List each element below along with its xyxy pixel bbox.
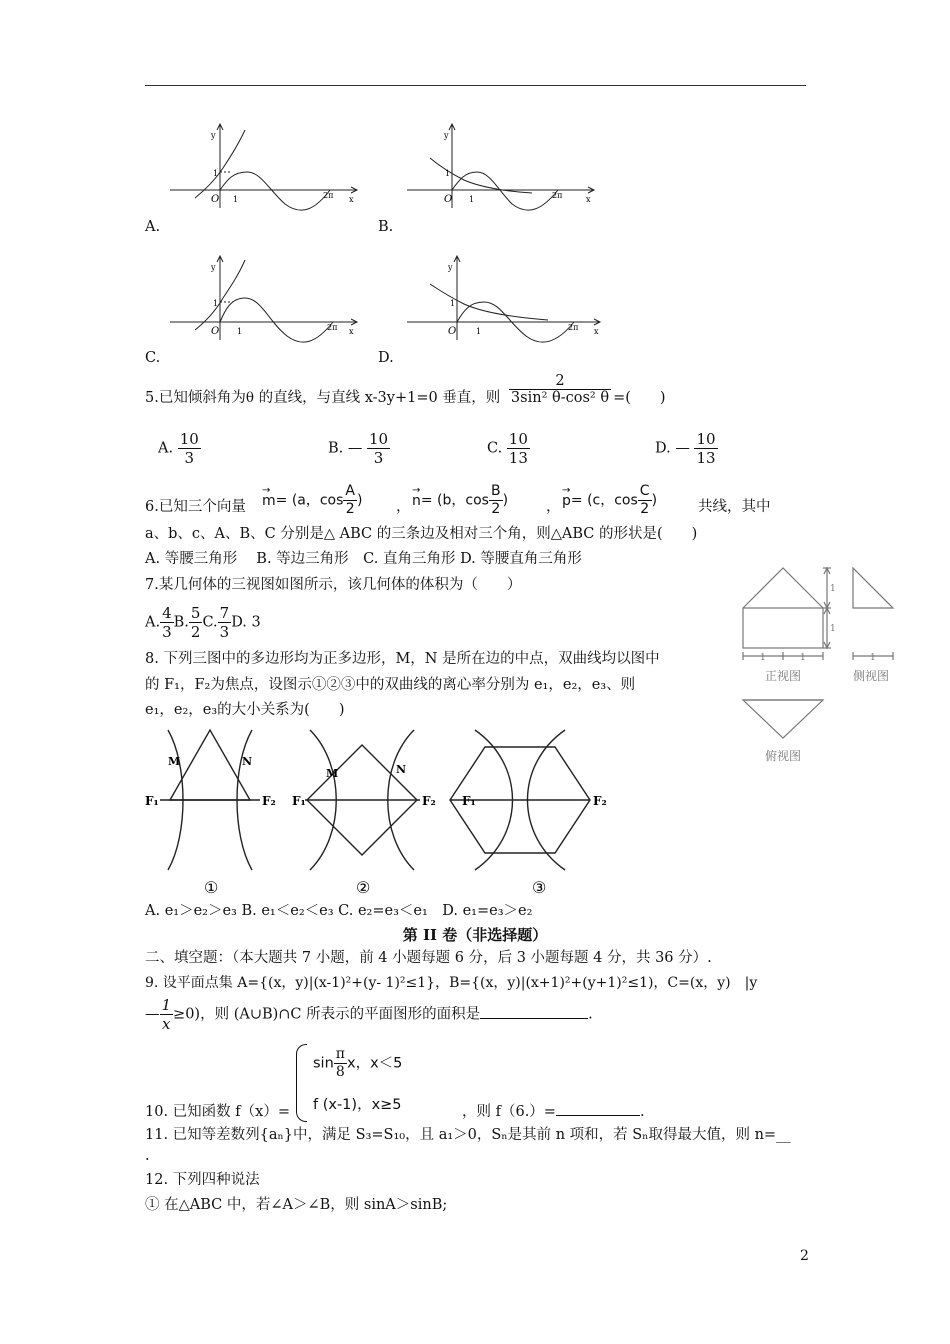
q6-tail: 共线，其中 xyxy=(698,499,771,515)
axis-x-label: x xyxy=(349,195,354,204)
q9-answer-blank[interactable] xyxy=(480,1018,588,1019)
tick-two-pi-label: 2π xyxy=(568,323,579,332)
q7-stem: 7.某几何体的三视图如图所示，该几何体的体积为（ ） xyxy=(145,577,522,593)
label-n: N xyxy=(396,763,407,776)
q5-options: A. $\frac{10}{3}$ xyxy=(158,430,199,467)
q10-answer-blank[interactable] xyxy=(556,1115,640,1116)
q10-stem: 10. 已知函数 f（x）= xyxy=(145,1104,290,1120)
axis-y-label: y xyxy=(448,263,453,272)
graph-option-c-label: C. xyxy=(145,350,161,366)
front-view-label: 正视图 xyxy=(765,669,802,683)
q9-line2: — $\frac{1}{x}$ ≥0)，则 (A∪B)∩C 所表示的平面图形的面积是 . xyxy=(145,996,593,1033)
q5-option-c: C. $\frac{10}{13}$ xyxy=(487,430,528,467)
axis-x-label: x xyxy=(594,327,599,336)
graph-option-b xyxy=(402,118,602,213)
header-rule xyxy=(145,85,806,86)
fig-2-label: ② xyxy=(356,878,371,897)
q5-stem: 5.已知倾斜角为θ 的直线，与直线 x-3y+1=0 垂直，则 $\frac{2}{\text{3sin² θ-cos² θ}}$ =( ) xyxy=(145,372,666,406)
graph-option-b-label: B. xyxy=(378,219,394,235)
q6-line2: a、b、c、A、B、C 分别是△ ABC 的三条边及相对三个角，则△ABC 的形状是( ) xyxy=(145,526,698,542)
graph-option-d-label: D. xyxy=(378,350,394,366)
q5-option-b: B. — $\frac{10}{3}$ xyxy=(328,430,389,467)
q12-line2: ① 在△ABC 中，若∠A＞∠B，则 sinA＞sinB; xyxy=(145,1197,448,1213)
q9-line1: 9. 设平面点集 A={(x，y)|(x-1)²+(y- 1)²≤1}，B={(x，y)|(x+1)²+(y+1)²≤1)，C=(x，y) |y xyxy=(145,975,758,991)
axis-y-label: y xyxy=(211,131,216,140)
hyperbola-figures xyxy=(140,725,620,900)
label-f1: F₁ xyxy=(145,794,159,808)
tick-one-label: 1 xyxy=(445,169,451,178)
tick-one-label: 1 xyxy=(237,327,243,336)
origin-label: O xyxy=(444,194,453,205)
piecewise-brace xyxy=(296,1044,307,1122)
dim-label: 1 xyxy=(760,653,766,663)
tick-one-label: 1 xyxy=(469,195,475,204)
top-view-label: 俯视图 xyxy=(765,749,802,763)
label-n: N xyxy=(242,755,253,768)
label-m: M xyxy=(168,755,181,768)
label-m: M xyxy=(326,767,339,780)
tick-two-pi-label: 2π xyxy=(552,191,563,200)
section-title: 第 II 卷（非选择题） xyxy=(402,926,548,944)
tick-one-label: 1 xyxy=(213,299,219,308)
q7-options: A. $\frac{4}{3}$ B. $\frac{5}{2}$ C. $\frac{7}{3}$ D. 3 xyxy=(145,604,261,641)
dim-label: 1 xyxy=(830,584,836,594)
q10-tail: ，则 f（6.）= . xyxy=(462,1104,645,1120)
label-f1: F₁ xyxy=(292,794,306,808)
q6-stem: 6.已知三个向量 xyxy=(145,499,246,515)
q12-line1: 12. 下列四种说法 xyxy=(145,1172,260,1188)
q8-line1: 8. 下列三图中的多边形均为正多边形，M，N 是所在边的中点，双曲线均以图中 xyxy=(145,651,660,667)
origin-label: O xyxy=(448,326,457,337)
q8-line2: 的 F₁，F₂为焦点，设图示①②③中的双曲线的离心率分别为 e₁，e₂，e₃、则 xyxy=(145,677,636,693)
q10-case1: sin $\frac{\pi}{8}$ x，x＜5 xyxy=(313,1046,403,1080)
tick-one-label: 1 xyxy=(213,169,219,178)
q6-vector-m: → m= (a，cos $\frac{A}{2}$ ) xyxy=(262,483,363,517)
side-view-label: 侧视图 xyxy=(853,669,890,683)
dim-label: 1 xyxy=(830,624,836,634)
label-f2: F₂ xyxy=(593,794,607,808)
axis-x-label: x xyxy=(586,195,591,204)
tick-two-pi-label: 2π xyxy=(327,323,338,332)
graph-option-a xyxy=(165,118,365,213)
origin-label: O xyxy=(211,326,220,337)
dim-label: 1 xyxy=(800,653,806,663)
tick-one-label: 1 xyxy=(450,299,456,308)
label-f1: F₁ xyxy=(462,794,476,808)
axis-x-label: x xyxy=(349,327,354,336)
graph-option-a-label: A. xyxy=(145,219,161,235)
q6-comma: ， xyxy=(396,499,411,515)
section-intro: 二、填空题：（本大题共 7 小题，前 4 小题每题 6 分，后 3 小题每题 4 分，共 36 分）. xyxy=(145,950,712,966)
origin-label: O xyxy=(211,194,220,205)
tick-two-pi-label: 2π xyxy=(323,191,334,200)
graph-option-c xyxy=(165,250,365,345)
label-f2: F₂ xyxy=(422,794,436,808)
q10-case2: f (x-1)，x≥5 xyxy=(313,1097,402,1113)
q6-line3: A. 等腰三角形 B. 等边三角形 C. 直角三角形 D. 等腰直角三角形 xyxy=(145,551,582,567)
three-view-figure xyxy=(735,560,935,765)
q8-options: A. e₁＞e₂＞e₃ B. e₁＜e₂＜e₃ C. e₂=e₃＜e₁ D. e₁=e₃＞e₂ xyxy=(145,903,533,919)
tick-one-label: 1 xyxy=(233,195,239,204)
q5-option-d: D. — $\frac{10}{13}$ xyxy=(655,430,716,467)
q6-comma: ， xyxy=(546,499,561,515)
axis-y-label: y xyxy=(444,131,449,140)
q5-fraction: $\frac{2}{\text{3sin² θ-cos² θ}}$ xyxy=(510,372,610,406)
q6-vector-n: → n= (b，cos $\frac{B}{2}$ ) xyxy=(412,483,509,517)
q6-vector-p: → p= (c，cos $\frac{C}{2}$ ) xyxy=(562,483,658,517)
fig-1-label: ① xyxy=(204,878,219,897)
q11-line2: . xyxy=(145,1148,150,1164)
graph-option-d xyxy=(402,250,607,345)
tick-one-label: 1 xyxy=(476,327,482,336)
label-f2: F₂ xyxy=(262,794,276,808)
dim-label: 1 xyxy=(870,653,876,663)
fig-3-label: ③ xyxy=(532,878,547,897)
page-number: 2 xyxy=(800,1248,809,1264)
q8-line3: e₁，e₂，e₃的大小关系为( ) xyxy=(145,702,345,718)
axis-y-label: y xyxy=(211,263,216,272)
q11-line1: 11. 已知等差数列{aₙ}中，满足 S₃=S₁₀，且 a₁＞0，Sₙ是其前 n 项和，若 Sₙ取得最大值，则 n=__ xyxy=(145,1127,791,1143)
